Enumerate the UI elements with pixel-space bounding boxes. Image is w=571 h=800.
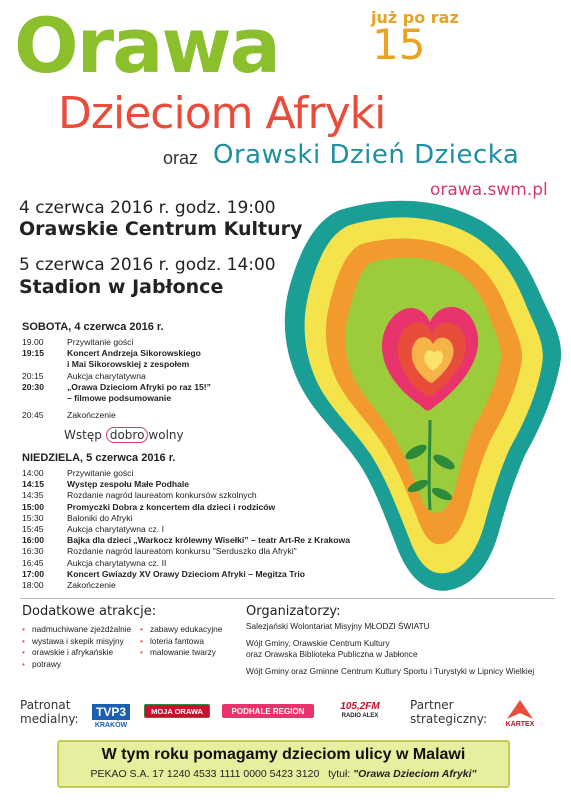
transfer-title-label: tytuł:: [328, 768, 351, 780]
free-entry-badge: [106, 427, 184, 443]
edition-number: 15: [372, 20, 426, 69]
moja-orawa-logo: [144, 704, 210, 718]
schedule-row: [22, 558, 352, 569]
title-orawa: Orawa: [14, 1, 279, 90]
row-desc: Przywitanie gości: [67, 468, 134, 478]
kartex-kite-icon: [505, 699, 535, 721]
list-item: • malowanie twarzy: [140, 647, 240, 659]
row-desc: Przywitanie gości: [67, 337, 134, 347]
row-desc: Zakończenie: [67, 580, 116, 591]
subtitle-orawski-dzien-dziecka: Orawski Dzień Dziecka: [213, 140, 520, 170]
saturday-schedule: [22, 337, 352, 421]
radio-alex-logo: [332, 700, 388, 722]
attractions-list-2: [140, 624, 240, 659]
schedule-row: [22, 490, 352, 501]
schedule-row: [22, 580, 352, 591]
bank-account: [59, 768, 508, 780]
schedule-row: [22, 468, 352, 479]
list-item: • zabawy edukacyjne: [140, 624, 240, 636]
schedule-row: [22, 569, 352, 580]
donation-footer: [57, 740, 510, 788]
kartex-logo: [498, 692, 542, 734]
tvp3-logo-text: TVP3: [92, 704, 130, 720]
row-time: 20:15: [22, 370, 44, 381]
row-time: 19.00: [22, 337, 44, 347]
radio-alex-name: RADIO ALEX: [341, 713, 379, 719]
plant-stem: [429, 420, 430, 510]
event-2-place: Stadion w Jabłonce: [19, 276, 224, 298]
transfer-title-value: "Orawa Dzieciom Afryki": [353, 768, 477, 780]
row-time: 14:35: [22, 490, 44, 501]
badge-right: wolny: [148, 428, 184, 442]
organizers-heading: Organizatorzy:: [246, 604, 341, 619]
badge-left: dobro: [109, 428, 145, 442]
patronage-label: [20, 698, 79, 726]
moja-orawa-logo-text: MOJA ORAWA: [151, 706, 203, 716]
patronage-label-1: Patronat: [20, 698, 71, 712]
schedule-row: [22, 359, 352, 370]
row-desc: Baloniki do Afryki: [67, 512, 133, 523]
schedule-row: [22, 524, 352, 535]
organizer-line: Wójt Gminy oraz Gminne Centrum Kultury Sportu i Turystyki w Lipnicy Wielkiej: [246, 666, 535, 676]
row-time: 15:00: [22, 501, 44, 512]
row-desc: Aukcja charytatywna cz. I: [67, 524, 164, 535]
list-item: • wystawa i skepik misyjny: [22, 636, 137, 648]
list-item: • potrawy: [22, 659, 137, 671]
row-time: 17:00: [22, 568, 44, 579]
organizer-line: Wójt Gminy, Orawskie Centrum Kultury: [246, 638, 390, 648]
row-desc: Zakończenie: [67, 410, 116, 421]
list-item: • loteria fantowa: [140, 636, 240, 648]
organizer-line: Salezjański Wolontariat Misyjny MŁODZI ŚWIATU: [246, 621, 430, 631]
schedule-row: [22, 502, 352, 513]
sunday-schedule: [22, 468, 352, 591]
radio-alex-frequency: 105,2FM: [340, 701, 380, 712]
row-desc: Koncert Gwiazdy XV Orawy Dzieciom Afryki – Megitza Trio: [67, 568, 305, 579]
row-desc: „Orawa Dzieciom Afryki po raz 15!”: [67, 381, 211, 392]
schedule-row: [22, 337, 352, 348]
row-time: 20:45: [22, 410, 44, 421]
attractions-heading: Dodatkowe atrakcje:: [22, 604, 157, 619]
row-desc: i Mai Sikorowskiej z zespołem: [67, 359, 190, 370]
entry-label: Wstęp: [64, 428, 102, 442]
schedule-row: [22, 371, 352, 382]
row-time: 14:00: [22, 468, 44, 478]
row-desc: Rozdanie nagród laureatom konkursu "Serduszko dla Afryki": [67, 546, 297, 557]
kartex-logo-text: KARTEX: [505, 720, 535, 728]
row-desc: Aukcja charytatywna: [67, 370, 146, 381]
list-item: • orawskie i afrykańskie: [22, 647, 137, 659]
podhale-region-logo-text: PODHALE REGION: [231, 706, 305, 716]
bank-account-number: PEKAO S.A. 17 1240 4533 1111 0000 5423 3120: [90, 768, 320, 780]
heart-ring-icon: [106, 427, 149, 443]
row-desc: Bajka dla dzieci „Warkocz królewny Wisełki” – teatr Art-Re z Krakowa: [67, 535, 350, 546]
sunday-heading: NIEDZIELA, 5 czerwca 2016 r.: [22, 452, 176, 464]
row-desc: Koncert Andrzeja Sikorowskiego: [67, 348, 201, 359]
row-time: 14:15: [22, 479, 44, 490]
row-desc: Aukcja charytatywna cz. II: [67, 557, 167, 568]
title-dzieciom-afryki: Dzieciom Afryki: [58, 88, 386, 139]
saturday-heading: SOBOTA, 4 czerwca 2016 r.: [22, 321, 164, 333]
schedule-row: [22, 535, 352, 546]
row-time: [22, 393, 67, 404]
row-time: 16:45: [22, 557, 44, 568]
row-desc: Występ zespołu Małe Podhale: [67, 479, 190, 490]
row-time: 15:30: [22, 512, 44, 523]
row-desc: – filmowe podsumowanie: [67, 393, 172, 404]
partner-label-2: strategiczny:: [410, 712, 488, 726]
event-1-date: 4 czerwca 2016 r. godz. 19:00: [19, 198, 276, 218]
row-desc: Rozdanie nagród laureatom konkursów szkolnych: [67, 490, 257, 501]
list-item: • nadmuchiwane zjeżdżalnie: [22, 624, 137, 636]
row-time: 19:15: [22, 348, 44, 359]
divider: [20, 598, 555, 599]
schedule-row: [22, 513, 352, 524]
organizer-line: oraz Orawska Biblioteka Publiczna w Jabłonce: [246, 649, 418, 659]
tvp3-logo: [88, 700, 134, 732]
schedule-row: [22, 393, 352, 404]
row-time: 18:00: [22, 580, 44, 591]
edition-prefix: już po raz: [371, 8, 459, 27]
schedule-row: [22, 546, 352, 557]
patronage-label-2: medialny:: [20, 712, 79, 726]
row-time: 16:00: [22, 535, 44, 546]
oraz-label: oraz: [163, 148, 199, 168]
attractions-list-1: [22, 624, 137, 670]
podhale-region-logo: [222, 704, 314, 718]
tvp3-logo-city: KRAKÓW: [94, 721, 128, 729]
row-time: 16:30: [22, 546, 44, 557]
row-time: 15:45: [22, 524, 44, 535]
row-time: [22, 359, 67, 370]
row-desc: Promyczki Dobra z koncertem dla dzieci i rodziców: [67, 501, 276, 512]
event-1-place: Orawskie Centrum Kultury: [19, 218, 303, 240]
schedule-row: [22, 410, 352, 421]
schedule-row: [22, 348, 352, 359]
partner-label: [410, 698, 487, 726]
event-2-date: 5 czerwca 2016 r. godz. 14:00: [19, 255, 276, 275]
entry-free: [64, 427, 184, 443]
schedule-row: [22, 479, 352, 490]
website-link[interactable]: orawa.swm.pl: [430, 180, 548, 200]
row-time: 20:30: [22, 381, 44, 392]
partner-label-1: Partner: [410, 698, 454, 712]
schedule-row: [22, 382, 352, 393]
donation-headline: W tym roku pomagamy dzieciom ulicy w Malawi: [101, 746, 466, 763]
